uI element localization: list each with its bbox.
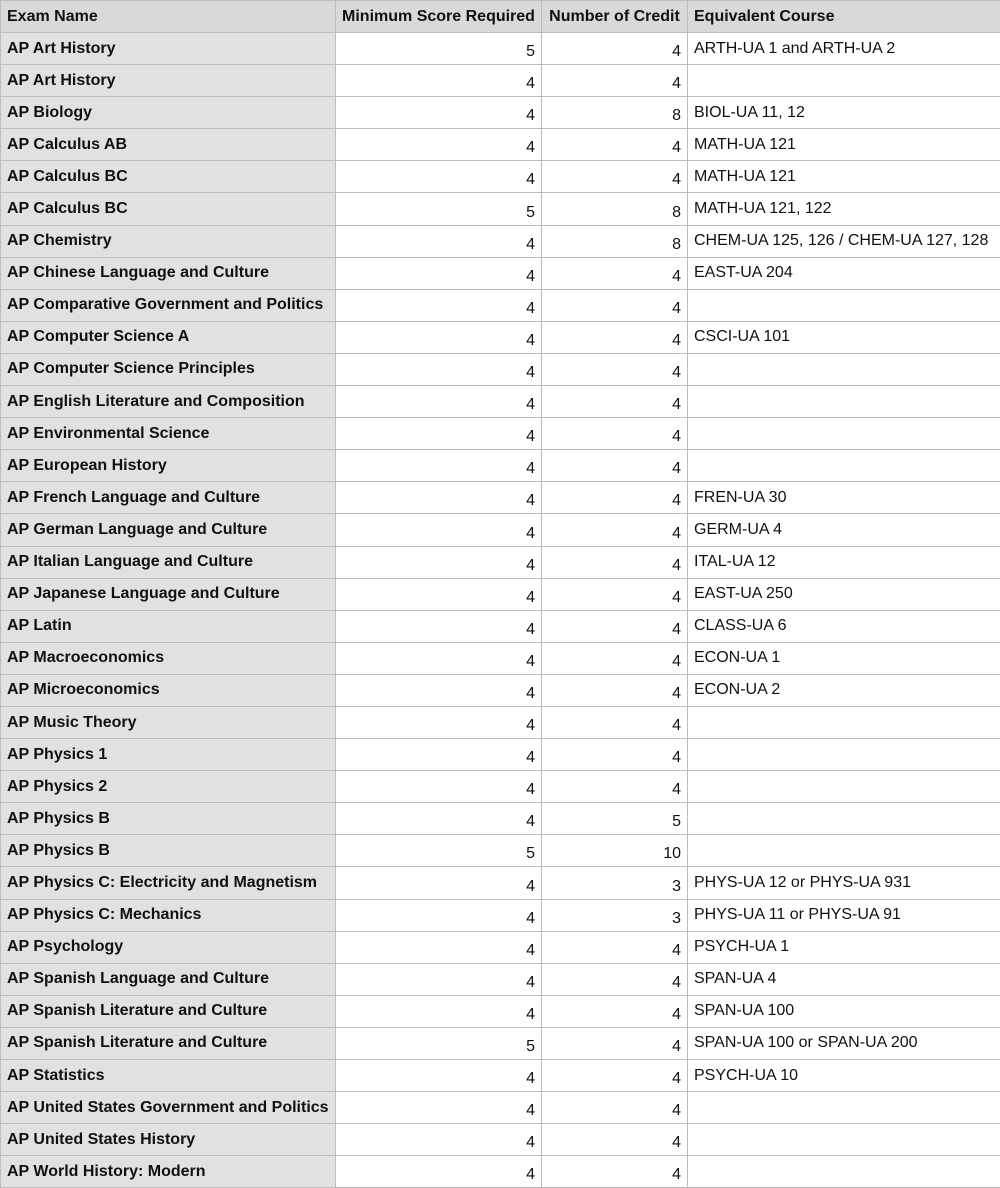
equivalent-course-cell bbox=[688, 835, 1000, 867]
equivalent-course-cell: EAST-UA 204 bbox=[688, 257, 1000, 289]
exam-name-cell: AP Macroeconomics bbox=[1, 642, 336, 674]
credit-cell: 3 bbox=[542, 867, 688, 899]
table-row bbox=[1, 161, 1000, 193]
table-row bbox=[1, 97, 1000, 129]
table-row bbox=[1, 225, 1000, 257]
exam-name-cell: AP Chinese Language and Culture bbox=[1, 257, 336, 289]
table-row bbox=[1, 771, 1000, 803]
min-score-cell: 4 bbox=[336, 674, 542, 706]
table-row bbox=[1, 706, 1000, 738]
table-row bbox=[1, 899, 1000, 931]
equivalent-course-cell: ITAL-UA 12 bbox=[688, 546, 1000, 578]
table-header bbox=[1, 1, 1000, 33]
equivalent-course-cell: EAST-UA 250 bbox=[688, 578, 1000, 610]
exam-name-cell: AP Spanish Literature and Culture bbox=[1, 995, 336, 1027]
exam-name-cell: AP Environmental Science bbox=[1, 418, 336, 450]
exam-name-cell: AP Calculus AB bbox=[1, 129, 336, 161]
equivalent-course-cell bbox=[688, 1156, 1000, 1188]
table-row bbox=[1, 353, 1000, 385]
equivalent-course-cell bbox=[688, 289, 1000, 321]
credit-cell: 4 bbox=[542, 963, 688, 995]
credit-cell: 4 bbox=[542, 995, 688, 1027]
equivalent-course-cell: FREN-UA 30 bbox=[688, 482, 1000, 514]
min-score-cell: 4 bbox=[336, 546, 542, 578]
exam-name-cell: AP United States History bbox=[1, 1124, 336, 1156]
min-score-cell: 4 bbox=[336, 289, 542, 321]
credit-cell: 4 bbox=[542, 65, 688, 97]
exam-name-cell: AP Physics B bbox=[1, 803, 336, 835]
credit-cell: 4 bbox=[542, 1156, 688, 1188]
min-score-cell: 4 bbox=[336, 450, 542, 482]
equivalent-course-cell: CLASS-UA 6 bbox=[688, 610, 1000, 642]
min-score-cell: 4 bbox=[336, 771, 542, 803]
min-score-cell: 4 bbox=[336, 257, 542, 289]
min-score-cell: 4 bbox=[336, 739, 542, 771]
exam-name-cell: AP Psychology bbox=[1, 931, 336, 963]
exam-name-cell: AP German Language and Culture bbox=[1, 514, 336, 546]
table-row bbox=[1, 482, 1000, 514]
table-row bbox=[1, 610, 1000, 642]
min-score-cell: 4 bbox=[336, 418, 542, 450]
credit-cell: 4 bbox=[542, 482, 688, 514]
credit-cell: 4 bbox=[542, 1060, 688, 1092]
min-score-cell: 4 bbox=[336, 578, 542, 610]
table-row bbox=[1, 995, 1000, 1027]
equivalent-course-cell: SPAN-UA 4 bbox=[688, 963, 1000, 995]
equivalent-course-cell: PHYS-UA 12 or PHYS-UA 931 bbox=[688, 867, 1000, 899]
exam-name-cell: AP Computer Science A bbox=[1, 321, 336, 353]
credit-cell: 4 bbox=[542, 514, 688, 546]
exam-name-cell: AP Latin bbox=[1, 610, 336, 642]
table-row bbox=[1, 1092, 1000, 1124]
min-score-cell: 4 bbox=[336, 225, 542, 257]
table-row bbox=[1, 674, 1000, 706]
equivalent-course-cell bbox=[688, 1124, 1000, 1156]
credit-cell: 4 bbox=[542, 546, 688, 578]
credit-cell: 4 bbox=[542, 129, 688, 161]
credit-cell: 4 bbox=[542, 642, 688, 674]
table-row bbox=[1, 739, 1000, 771]
equivalent-course-cell: CSCI-UA 101 bbox=[688, 321, 1000, 353]
table-row bbox=[1, 193, 1000, 225]
credit-cell: 4 bbox=[542, 418, 688, 450]
exam-name-cell: AP World History: Modern bbox=[1, 1156, 336, 1188]
min-score-cell: 4 bbox=[336, 995, 542, 1027]
equivalent-course-cell: PSYCH-UA 1 bbox=[688, 931, 1000, 963]
equivalent-course-cell: CHEM-UA 125, 126 / CHEM-UA 127, 128 bbox=[688, 225, 1000, 257]
credit-cell: 4 bbox=[542, 1092, 688, 1124]
min-score-cell: 5 bbox=[336, 835, 542, 867]
min-score-cell: 4 bbox=[336, 386, 542, 418]
table-row bbox=[1, 450, 1000, 482]
credit-cell: 4 bbox=[542, 1124, 688, 1156]
exam-name-cell: AP United States Government and Politics bbox=[1, 1092, 336, 1124]
exam-name-cell: AP Calculus BC bbox=[1, 193, 336, 225]
equivalent-course-cell: SPAN-UA 100 bbox=[688, 995, 1000, 1027]
credit-cell: 4 bbox=[542, 161, 688, 193]
table-row bbox=[1, 257, 1000, 289]
exam-name-cell: AP Art History bbox=[1, 33, 336, 65]
credit-cell: 4 bbox=[542, 386, 688, 418]
credit-cell: 4 bbox=[542, 706, 688, 738]
min-score-cell: 4 bbox=[336, 867, 542, 899]
credit-cell: 10 bbox=[542, 835, 688, 867]
table-body bbox=[1, 33, 1000, 1188]
table-row bbox=[1, 289, 1000, 321]
table-row bbox=[1, 321, 1000, 353]
min-score-cell: 4 bbox=[336, 1060, 542, 1092]
equivalent-course-cell bbox=[688, 1092, 1000, 1124]
table-row bbox=[1, 835, 1000, 867]
equivalent-course-cell bbox=[688, 739, 1000, 771]
header-equivalent-course: Equivalent Course bbox=[688, 1, 1000, 33]
equivalent-course-cell: GERM-UA 4 bbox=[688, 514, 1000, 546]
table-row bbox=[1, 129, 1000, 161]
equivalent-course-cell bbox=[688, 65, 1000, 97]
min-score-cell: 4 bbox=[336, 1156, 542, 1188]
credit-cell: 8 bbox=[542, 225, 688, 257]
table-row bbox=[1, 642, 1000, 674]
credit-cell: 4 bbox=[542, 578, 688, 610]
min-score-cell: 4 bbox=[336, 65, 542, 97]
equivalent-course-cell: MATH-UA 121, 122 bbox=[688, 193, 1000, 225]
credit-cell: 4 bbox=[542, 33, 688, 65]
min-score-cell: 4 bbox=[336, 514, 542, 546]
min-score-cell: 4 bbox=[336, 353, 542, 385]
exam-name-cell: AP Microeconomics bbox=[1, 674, 336, 706]
min-score-cell: 4 bbox=[336, 1092, 542, 1124]
table-row bbox=[1, 33, 1000, 65]
equivalent-course-cell bbox=[688, 386, 1000, 418]
table-row bbox=[1, 963, 1000, 995]
credit-cell: 4 bbox=[542, 1027, 688, 1059]
exam-name-cell: AP Spanish Literature and Culture bbox=[1, 1027, 336, 1059]
table-row bbox=[1, 546, 1000, 578]
table-row bbox=[1, 1060, 1000, 1092]
min-score-cell: 4 bbox=[336, 321, 542, 353]
exam-name-cell: AP Music Theory bbox=[1, 706, 336, 738]
exam-name-cell: AP Japanese Language and Culture bbox=[1, 578, 336, 610]
min-score-cell: 4 bbox=[336, 963, 542, 995]
exam-name-cell: AP Comparative Government and Politics bbox=[1, 289, 336, 321]
header-min-score: Minimum Score Required bbox=[336, 1, 542, 33]
equivalent-course-cell: SPAN-UA 100 or SPAN-UA 200 bbox=[688, 1027, 1000, 1059]
exam-name-cell: AP Physics C: Mechanics bbox=[1, 899, 336, 931]
exam-name-cell: AP Spanish Language and Culture bbox=[1, 963, 336, 995]
credit-cell: 4 bbox=[542, 674, 688, 706]
credit-cell: 5 bbox=[542, 803, 688, 835]
equivalent-course-cell: MATH-UA 121 bbox=[688, 129, 1000, 161]
exam-name-cell: AP Statistics bbox=[1, 1060, 336, 1092]
credit-cell: 3 bbox=[542, 899, 688, 931]
exam-name-cell: AP French Language and Culture bbox=[1, 482, 336, 514]
table-row bbox=[1, 867, 1000, 899]
min-score-cell: 4 bbox=[336, 161, 542, 193]
min-score-cell: 4 bbox=[336, 803, 542, 835]
min-score-cell: 5 bbox=[336, 1027, 542, 1059]
min-score-cell: 4 bbox=[336, 899, 542, 931]
equivalent-course-cell bbox=[688, 418, 1000, 450]
credit-cell: 4 bbox=[542, 771, 688, 803]
equivalent-course-cell: PSYCH-UA 10 bbox=[688, 1060, 1000, 1092]
table-row bbox=[1, 1156, 1000, 1188]
equivalent-course-cell: BIOL-UA 11, 12 bbox=[688, 97, 1000, 129]
header-credits: Number of Credit bbox=[542, 1, 688, 33]
exam-name-cell: AP Computer Science Principles bbox=[1, 353, 336, 385]
credit-cell: 4 bbox=[542, 610, 688, 642]
equivalent-course-cell bbox=[688, 803, 1000, 835]
equivalent-course-cell bbox=[688, 771, 1000, 803]
exam-name-cell: AP European History bbox=[1, 450, 336, 482]
min-score-cell: 5 bbox=[336, 193, 542, 225]
equivalent-course-cell: PHYS-UA 11 or PHYS-UA 91 bbox=[688, 899, 1000, 931]
credit-cell: 4 bbox=[542, 450, 688, 482]
exam-name-cell: AP Physics 1 bbox=[1, 739, 336, 771]
table-row bbox=[1, 514, 1000, 546]
table-row bbox=[1, 386, 1000, 418]
equivalent-course-cell bbox=[688, 706, 1000, 738]
equivalent-course-cell: ARTH-UA 1 and ARTH-UA 2 bbox=[688, 33, 1000, 65]
equivalent-course-cell bbox=[688, 353, 1000, 385]
exam-name-cell: AP Physics C: Electricity and Magnetism bbox=[1, 867, 336, 899]
equivalent-course-cell: ECON-UA 2 bbox=[688, 674, 1000, 706]
table-row bbox=[1, 65, 1000, 97]
exam-name-cell: AP Calculus BC bbox=[1, 161, 336, 193]
equivalent-course-cell: MATH-UA 121 bbox=[688, 161, 1000, 193]
credit-cell: 8 bbox=[542, 193, 688, 225]
credit-cell: 8 bbox=[542, 97, 688, 129]
equivalent-course-cell: ECON-UA 1 bbox=[688, 642, 1000, 674]
min-score-cell: 4 bbox=[336, 642, 542, 674]
exam-name-cell: AP English Literature and Composition bbox=[1, 386, 336, 418]
min-score-cell: 4 bbox=[336, 129, 542, 161]
table-row bbox=[1, 1027, 1000, 1059]
header-row bbox=[1, 1, 1000, 33]
min-score-cell: 4 bbox=[336, 482, 542, 514]
credit-cell: 4 bbox=[542, 289, 688, 321]
credit-cell: 4 bbox=[542, 321, 688, 353]
exam-name-cell: AP Italian Language and Culture bbox=[1, 546, 336, 578]
table-row bbox=[1, 803, 1000, 835]
credit-cell: 4 bbox=[542, 739, 688, 771]
min-score-cell: 4 bbox=[336, 97, 542, 129]
exam-name-cell: AP Physics B bbox=[1, 835, 336, 867]
min-score-cell: 4 bbox=[336, 1124, 542, 1156]
table-row bbox=[1, 931, 1000, 963]
exam-name-cell: AP Art History bbox=[1, 65, 336, 97]
credit-cell: 4 bbox=[542, 257, 688, 289]
min-score-cell: 4 bbox=[336, 706, 542, 738]
exam-name-cell: AP Chemistry bbox=[1, 225, 336, 257]
min-score-cell: 4 bbox=[336, 610, 542, 642]
table-row bbox=[1, 418, 1000, 450]
exam-name-cell: AP Physics 2 bbox=[1, 771, 336, 803]
credit-cell: 4 bbox=[542, 931, 688, 963]
exam-name-cell: AP Biology bbox=[1, 97, 336, 129]
equivalent-course-cell bbox=[688, 450, 1000, 482]
credit-cell: 4 bbox=[542, 353, 688, 385]
table-row bbox=[1, 578, 1000, 610]
header-exam-name: Exam Name bbox=[1, 1, 336, 33]
min-score-cell: 5 bbox=[336, 33, 542, 65]
min-score-cell: 4 bbox=[336, 931, 542, 963]
table-row bbox=[1, 1124, 1000, 1156]
